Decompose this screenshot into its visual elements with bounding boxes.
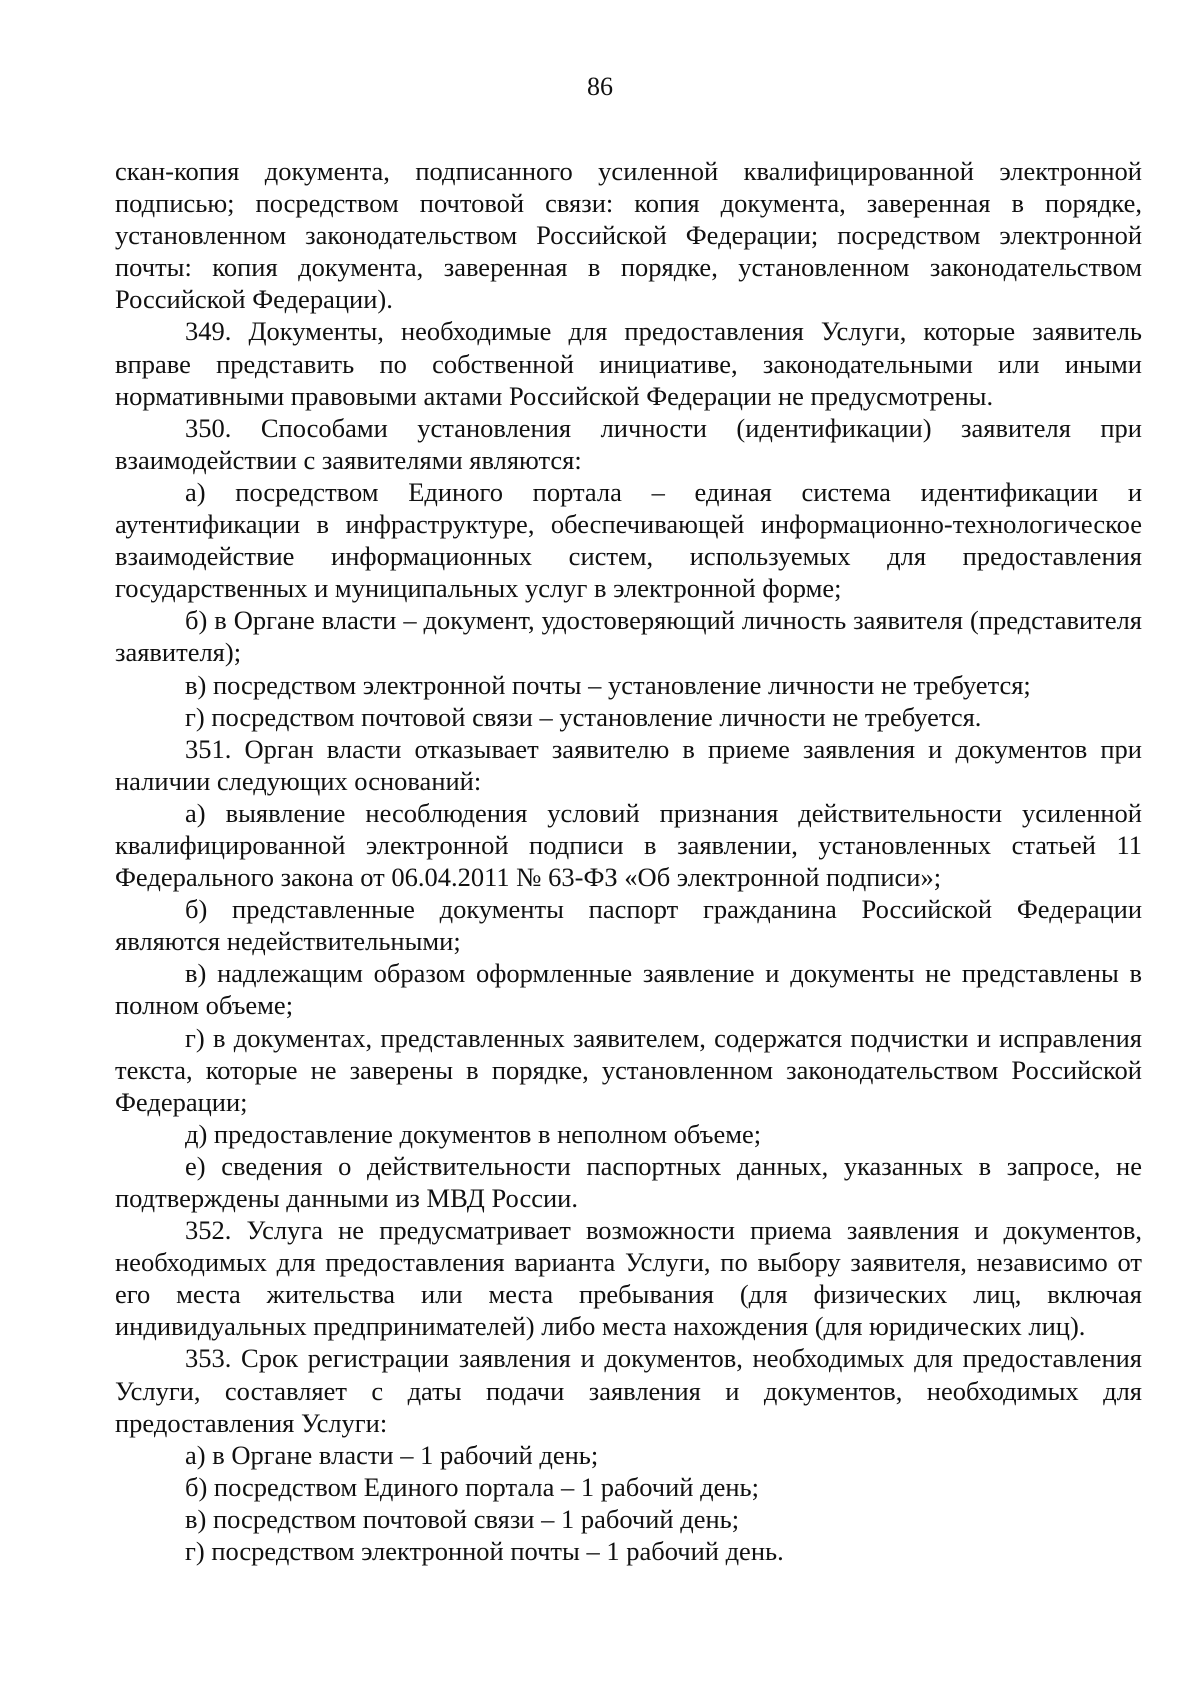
paragraph-350-item-b: б) в Органе власти – документ, удостоверяющий личность заявителя (представителя заявителя);: [115, 605, 1142, 668]
paragraph-351-item-d: д) предоставление документов в неполном объеме;: [185, 1118, 762, 1149]
paragraph-351-item-g: г) в документах, представленных заявителем, содержатся подчистки и исправления текста, которые не заверены в порядке, установленном законодательством Российской Федерации;: [115, 1022, 1142, 1117]
paragraph-350-item-v: в) посредством электронной почты – установление личности не требуется;: [185, 669, 1031, 700]
paragraph-350-item-a: а) посредством Единого портала – единая система идентификации и аутентификации в инфраструктуре, обеспечивающей информационно-технологическое взаимодействие информационных систем, используемых для предоставления государственных и муниципальных услуг в электронной форме;: [115, 476, 1142, 604]
paragraph-350-item-g: г) посредством почтовой связи – установление личности не требуется.: [185, 701, 982, 732]
paragraph-351-item-b: б) представленные документы паспорт гражданина Российской Федерации являются недействительными;: [115, 894, 1142, 957]
paragraph-353-item-a: а) в Органе власти – 1 рабочий день;: [185, 1439, 599, 1470]
paragraph-349: 349. Документы, необходимые для предоставления Услуги, которые заявитель вправе представить по собственной инициативе, законодательными или иными нормативными правовыми актами Российской Федерации не предусмотрены.: [115, 316, 1142, 411]
page-number: 86: [587, 72, 613, 101]
paragraph-353-item-g: г) посредством электронной почты – 1 рабочий день.: [185, 1536, 784, 1567]
paragraph-353: 353. Срок регистрации заявления и документов, необходимых для предоставления Услуги, составляет с даты подачи заявления и документов, необходимых для предоставления Услуги:: [115, 1343, 1142, 1438]
document-body: [115, 155, 1142, 1567]
paragraph-353-item-b: б) посредством Единого портала – 1 рабочий день;: [185, 1471, 759, 1502]
paragraph-351-item-a: а) выявление несоблюдения условий признания действительности усиленной квалифицированной электронной подписи в заявлении, установленных статьей 11 Федерального закона от 06.04.2011 № 63-ФЗ «Об электронной подписи»;: [115, 797, 1142, 893]
paragraph-352: 352. Услуга не предусматривает возможности приема заявления и документов, необходимых для предоставления варианта Услуги, по выбору заявителя, независимо от его места жительства или места пребывания (для физических лиц, включая индивидуальных предпринимателей) либо места нахождения (для юридических лиц).: [115, 1215, 1142, 1342]
paragraph-351-item-v: в) надлежащим образом оформленные заявление и документы не представлены в полном объеме;: [115, 958, 1142, 1021]
paragraph-353-item-v: в) посредством почтовой связи – 1 рабочий день;: [185, 1503, 740, 1534]
paragraph-continuation: скан-копия документа, подписанного усиленной квалифицированной электронной подписью; посредством почтовой связи: копия документа, заверенная в порядке, установленном законодательством Российской Федерации; посредством электронной почты: копия документа, заверенная в порядке, установленном законодательством Российской Федерации).: [115, 156, 1142, 315]
paragraph-351: 351. Орган власти отказывает заявителю в приеме заявления и документов при наличии следующих оснований:: [115, 733, 1142, 796]
paragraph-351-item-e: е) сведения о действительности паспортных данных, указанных в запросе, не подтверждены данными из МВД России.: [115, 1150, 1142, 1213]
paragraph-350: 350. Способами установления личности (идентификации) заявителя при взаимодействии с заявителями являются:: [115, 412, 1142, 475]
